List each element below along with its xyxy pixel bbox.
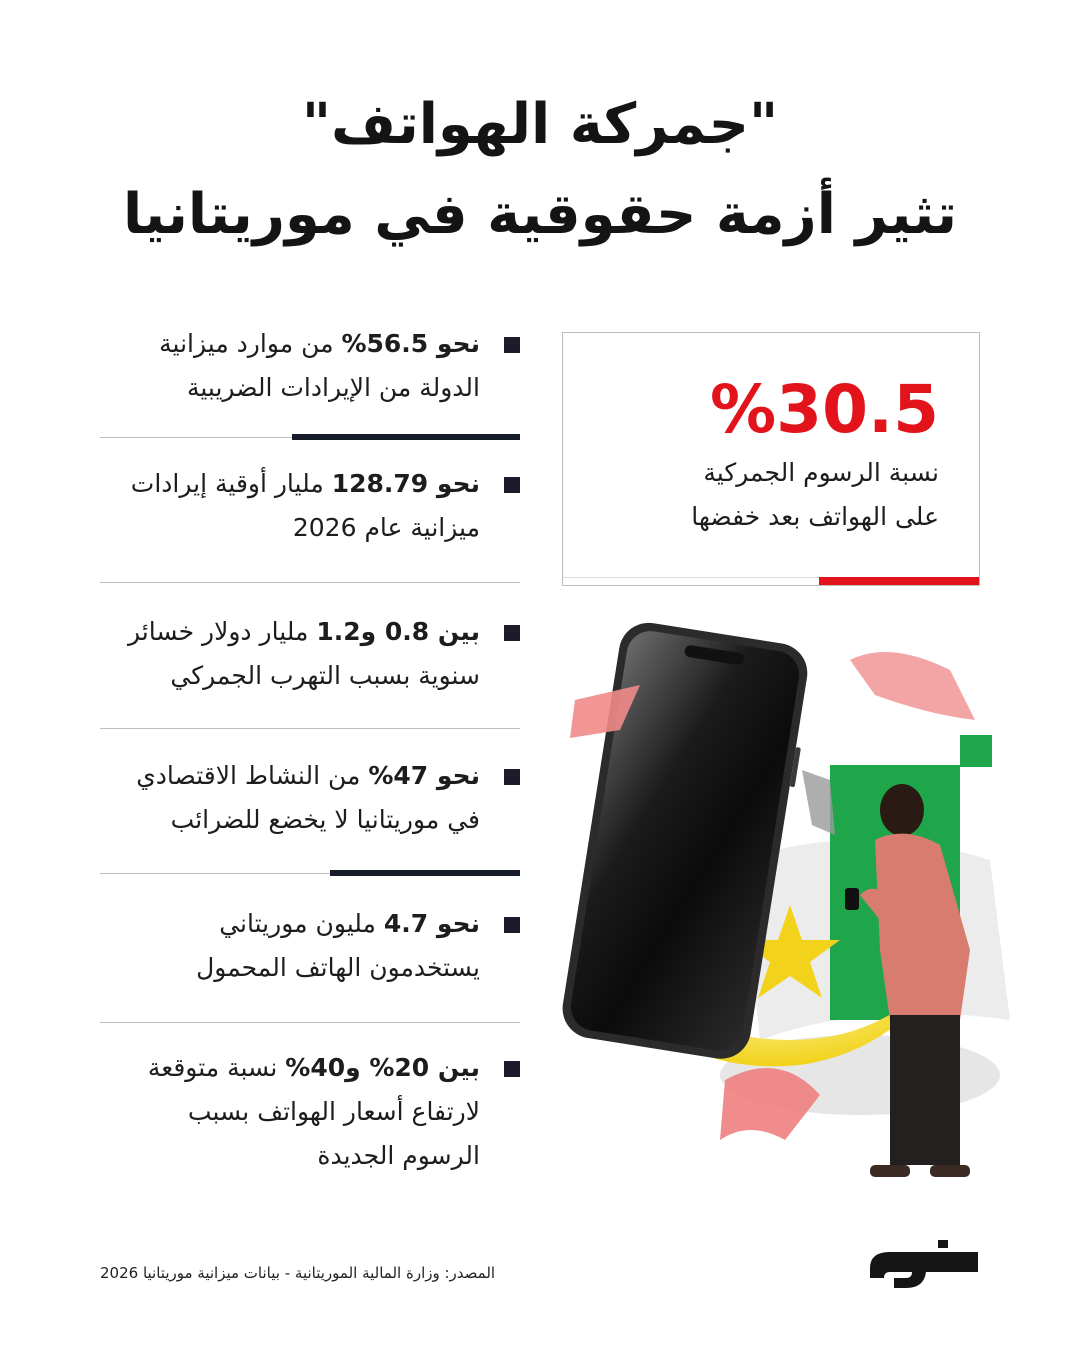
fact-item-5 [100,902,520,990]
stat-box [562,332,980,586]
fact-item-2 [100,462,520,550]
fact-item-4 [100,754,520,842]
fact-2-line2: ميزانية عام 2026 [292,513,480,542]
bullet-square-icon [504,337,520,353]
bullet-square-icon [504,1061,520,1077]
fact-6-line3: الرسوم الجديدة [317,1141,480,1170]
bullet-square-icon [504,917,520,933]
brand-logo [866,1238,981,1298]
fact-6-line2: لارتفاع أسعار الهواتف بسبب [187,1097,480,1126]
stat-description [599,451,939,539]
fact-5-line2: يستخدمون الهاتف المحمول [196,953,480,982]
page-title-line1: "جمركة الهواتف" [301,92,779,157]
stat-bar-red [819,577,979,585]
divider [100,1022,520,1023]
fact-6-highlight: بين 20% و40% [285,1053,480,1082]
fact-item-6 [100,1046,520,1178]
fact-1-highlight: نحو 56.5% [341,329,480,358]
fact-2-text: مليار أوقية إيرادات [130,469,332,498]
flag-green-square [960,735,992,767]
fact-item-3 [100,610,520,698]
fact-4-line2: في موريتانيا لا يخضع للضرائب [170,805,480,834]
stat-desc-line1: نسبة الرسوم الجمركية [703,458,939,487]
fact-5-highlight: نحو 4.7 [383,909,480,938]
fact-3-line2: سنوية بسبب التهرب الجمركي [170,661,480,690]
fact-3-text: مليار دولار خسائر [127,617,317,646]
fact-2-highlight: نحو 128.79 [331,469,480,498]
fact-4-highlight: نحو 47% [368,761,480,790]
divider [100,582,520,583]
stat-desc-line2: على الهواتف بعد خفضها [691,502,939,531]
fact-1-line2: الدولة من الإيرادات الضريبية [186,373,480,402]
fact-3-highlight: بين 0.8 و1.2 [316,617,480,646]
fact-5-text: مليون موريتاني [219,909,384,938]
illustration [530,620,1030,1210]
divider [100,728,520,729]
source-note: المصدر: وزارة المالية الموريتانية - بيانات ميزانية موريتانيا 2026 [100,1264,496,1282]
divider-accent [330,870,520,876]
fact-6-text: نسبة متوقعة [147,1053,286,1082]
fact-4-text: من النشاط الاقتصادي [136,761,369,790]
bullet-square-icon [504,625,520,641]
bullet-square-icon [504,769,520,785]
fact-item-1 [100,322,520,410]
bullet-square-icon [504,477,520,493]
stat-bar [563,577,979,585]
fact-1-text: من موارد ميزانية [159,329,342,358]
stat-value: %30.5 [710,371,939,448]
page-title-line2: تثير أزمة حقوقية في موريتانيا [122,182,958,247]
divider-accent [292,434,520,440]
